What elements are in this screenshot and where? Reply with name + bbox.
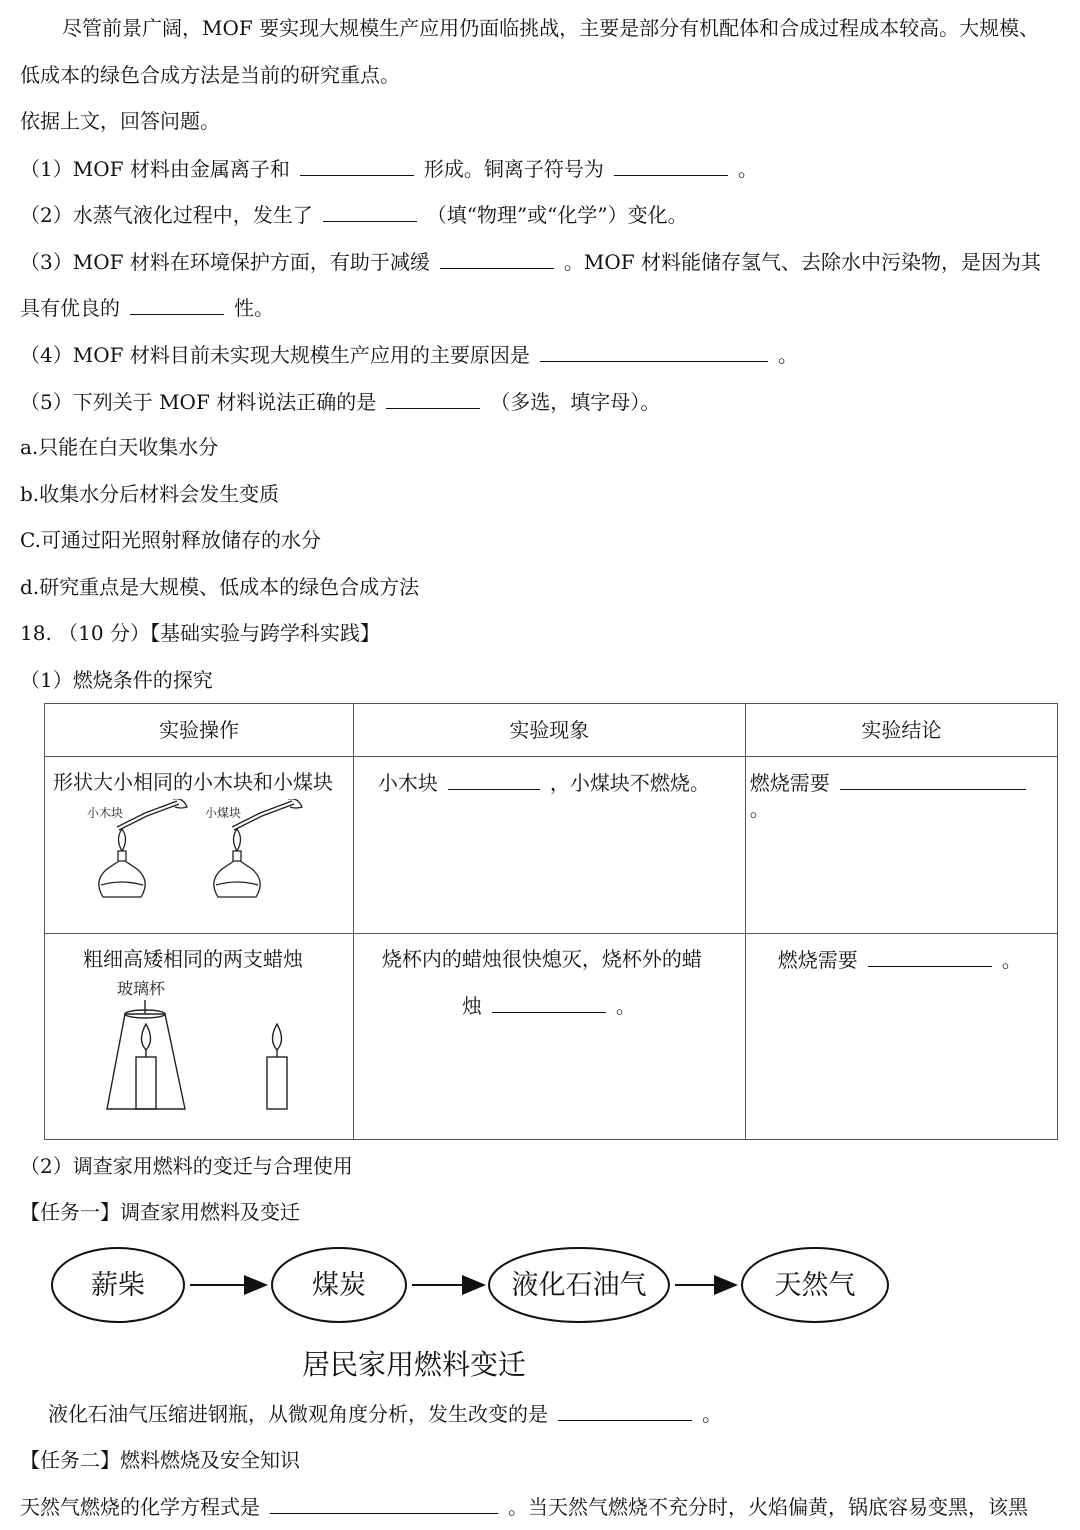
- label-coal: 小煤块: [205, 806, 242, 820]
- intro-line-2: 低成本的绿色合成方法是当前的研究重点。: [20, 63, 400, 87]
- label-wood: 小木块: [87, 806, 124, 820]
- fuel-flow-diagram: [44, 1245, 904, 1385]
- question-text: 。: [702, 1402, 722, 1426]
- question-text: （多选，填字母）。: [490, 390, 661, 414]
- candle-illustration: [45, 972, 345, 1122]
- lpg-question: [48, 1400, 722, 1427]
- question-text: 具有优良的: [20, 296, 120, 320]
- option-a: a.只能在白天收集水分: [20, 435, 219, 459]
- row1-phenomenon: [354, 757, 745, 796]
- header-operation: 实验操作: [45, 704, 354, 757]
- answer-blank[interactable]: [270, 1493, 498, 1514]
- row2-operation-cell: [45, 934, 354, 1140]
- question-text: （4）MOF 材料目前未实现大规模生产应用的主要原因是: [20, 343, 530, 367]
- answer-blank[interactable]: [130, 294, 224, 315]
- question-1: [20, 155, 758, 182]
- answer-blank[interactable]: [300, 155, 414, 176]
- cell-text: 。: [615, 994, 636, 1018]
- row1-phenomenon-cell: [353, 757, 745, 934]
- gas-equation-question: [20, 1493, 1028, 1520]
- question-3-cont: [20, 294, 274, 321]
- cell-text: 。: [1001, 948, 1022, 972]
- flow-label: 煤炭: [312, 1270, 366, 1300]
- question-text: （1）MOF 材料由金属离子和: [20, 157, 290, 181]
- row2-phenomenon-line2: [354, 972, 745, 1019]
- task-2-title: 【任务二】燃料燃烧及安全知识: [20, 1448, 300, 1472]
- question-text: 。当天然气燃烧不充分时，火焰偏黄，锅底容易变黑，该黑: [508, 1495, 1028, 1519]
- row2-operation-text: 粗细高矮相同的两支蜡烛: [83, 947, 303, 971]
- cell-text: 烛: [461, 994, 482, 1018]
- question-18-header: 18. （10 分）【基础实验与跨学科实践】: [20, 621, 380, 645]
- answer-blank[interactable]: [448, 769, 540, 790]
- question-text: 形成。铜离子符号为: [423, 157, 604, 181]
- question-text: 。: [737, 157, 758, 181]
- cell-text: 燃烧需要: [749, 771, 830, 795]
- row2-phenomenon-line1: 烧杯内的蜡烛很快熄灭，烧杯外的蜡: [381, 947, 702, 971]
- answer-blank[interactable]: [440, 248, 554, 269]
- question-5: [20, 388, 660, 415]
- flow-label: 液化石油气: [511, 1270, 647, 1300]
- answer-blank[interactable]: [492, 992, 606, 1013]
- answer-blank[interactable]: [840, 769, 1026, 790]
- option-c: C.可通过阳光照射释放储存的水分: [20, 528, 321, 552]
- row2-conclusion: [746, 934, 1057, 973]
- answer-blank[interactable]: [323, 201, 417, 222]
- question-text: （2）水蒸气液化过程中，发生了: [20, 203, 313, 227]
- cell-text: 。: [749, 797, 770, 821]
- answer-blank[interactable]: [386, 388, 480, 409]
- row1-operation-text: 形状大小相同的小木块和小煤块: [53, 770, 333, 794]
- answer-blank[interactable]: [868, 946, 992, 967]
- part-2-title: （2）调查家用燃料的变迁与合理使用: [20, 1154, 353, 1178]
- label-glass: 玻璃杯: [117, 981, 166, 998]
- flow-label: 薪柴: [91, 1270, 145, 1300]
- intro-prompt: 依据上文，回答问题。: [20, 109, 220, 133]
- part-1-title: （1）燃烧条件的探究: [20, 668, 213, 692]
- row2-conclusion-cell: [745, 934, 1057, 1140]
- alcohol-lamp-illustration: [45, 799, 345, 909]
- flow-label: 天然气: [774, 1270, 856, 1300]
- header-phenomenon: 实验现象: [353, 704, 745, 757]
- row2-phenomenon-cell: [353, 934, 745, 1140]
- flow-caption: 居民家用燃料变迁: [301, 1349, 527, 1380]
- cell-text: 小木块: [377, 771, 438, 795]
- question-text: （5）下列关于 MOF 材料说法正确的是: [20, 390, 377, 414]
- task-1-title: 【任务一】调查家用燃料及变迁: [20, 1200, 300, 1224]
- answer-blank[interactable]: [540, 341, 768, 362]
- option-d: d.研究重点是大规模、低成本的绿色合成方法: [20, 575, 420, 599]
- row1-conclusion-cell: [745, 757, 1057, 934]
- question-text: （3）MOF 材料在环境保护方面，有助于减缓: [20, 250, 430, 274]
- answer-blank[interactable]: [614, 155, 728, 176]
- question-4: [20, 341, 798, 368]
- question-2: [20, 201, 688, 228]
- question-text: 。: [777, 343, 798, 367]
- cell-text: 燃烧需要: [777, 948, 858, 972]
- question-text: 天然气燃烧的化学方程式是: [20, 1495, 260, 1519]
- row1-operation-cell: [45, 757, 354, 934]
- answer-blank[interactable]: [558, 1400, 692, 1421]
- question-text: 。MOF 材料能储存氢气、去除水中污染物，是因为其: [563, 250, 1041, 274]
- cell-text: ，小煤块不燃烧。: [549, 771, 710, 795]
- question-text: （填“物理”或“化学”）变化。: [426, 203, 688, 227]
- header-conclusion: 实验结论: [745, 704, 1057, 757]
- intro-line-1: 尽管前景广阔，MOF 要实现大规模生产应用仍面临挑战，主要是部分有机配体和合成过程成本较高。大规模、: [62, 16, 1040, 40]
- experiment-table: [44, 703, 1058, 1140]
- option-b: b.收集水分后材料会发生变质: [20, 482, 280, 506]
- question-text: 性。: [234, 296, 274, 320]
- question-3: [20, 248, 1041, 275]
- question-text: 液化石油气压缩进钢瓶，从微观角度分析，发生改变的是: [48, 1402, 548, 1426]
- row1-conclusion: [746, 757, 1057, 822]
